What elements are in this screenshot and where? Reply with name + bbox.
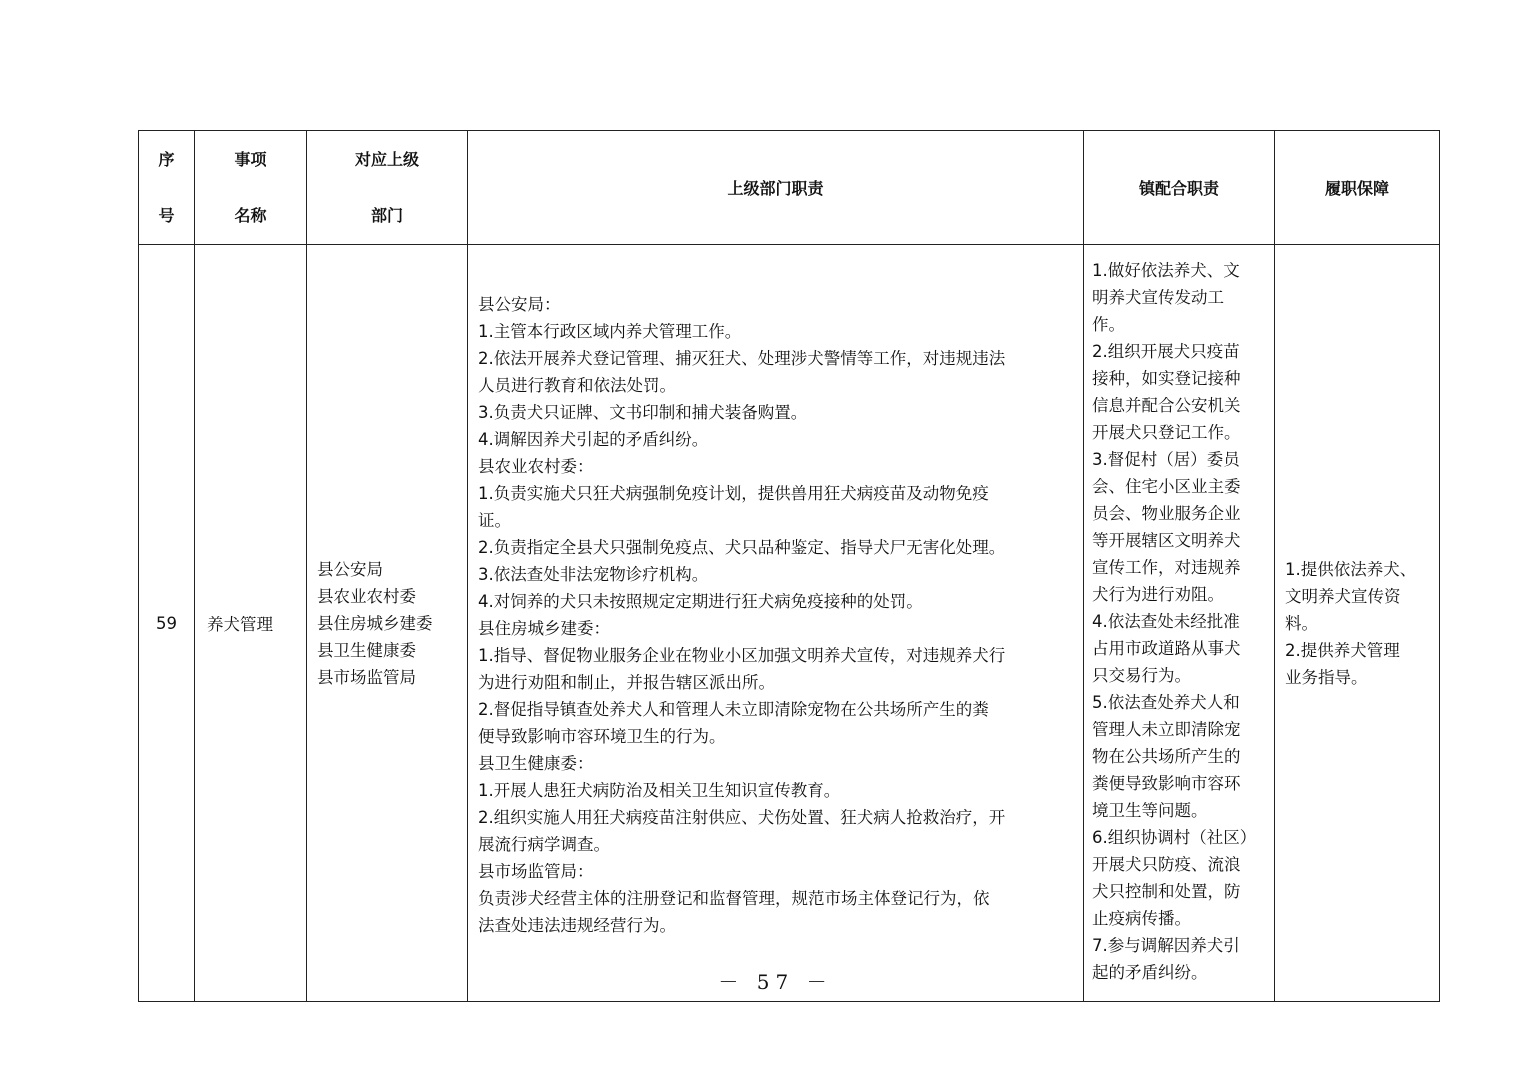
guarantee-line: 业务指导。 [1285,667,1368,687]
duty-line: 法查处违法违规经营行为。 [478,916,676,935]
duty-line: 2.依法开展养犬登记管理、捕灭狂犬、处理涉犬警情等工作，对违规违法 [478,349,1006,368]
duty-line: 3.依法查处非法宠物诊疗机构。 [478,565,709,584]
town-line: 开展犬只登记工作。 [1092,423,1241,442]
town-line: 会、住宅小区业主委 [1092,477,1241,496]
duty-line: 1.主管本行政区域内养犬管理工作。 [478,322,742,341]
town-line: 管理人未立即清除宠 [1092,720,1241,739]
dept-line: 县公安局 [317,559,383,579]
header-dept-line1: 对应上级 [354,149,419,169]
town-line: 明养犬宣传发动工 [1092,288,1224,307]
town-line: 3.督促村（居）委员 [1092,450,1240,469]
town-line: 开展犬只防疫、流浪 [1092,855,1241,874]
header-item-line1: 事项 [234,149,267,169]
header-dept-line2: 部门 [370,205,403,225]
duty-line: 展流行病学调查。 [478,835,610,854]
town-line: 境卫生等问题。 [1092,801,1208,820]
duty-line: 3.负责犬只证牌、文书印制和捕犬装备购置。 [478,403,808,422]
town-line: 作。 [1092,315,1125,334]
duty-line: 为进行劝阻和制止，并报告辖区派出所。 [478,673,775,692]
header-item-name [195,131,307,245]
guarantee-line: 2.提供养犬管理 [1285,640,1400,660]
duty-line: 1.开展人患狂犬病防治及相关卫生知识宣传教育。 [478,781,841,800]
town-line: 犬行为进行劝阻。 [1092,585,1224,604]
town-line: 2.组织开展犬只疫苗 [1092,342,1240,361]
duty-line: 县卫生健康委： [478,754,594,773]
header-seq-line1: 序 [158,149,175,169]
dept-line: 县农业农村委 [317,586,416,606]
duty-line: 2.督促指导镇查处养犬人和管理人未立即清除宠物在公共场所产生的粪 [478,700,989,719]
town-line: 1.做好依法养犬、文 [1092,261,1240,280]
table-row [139,245,1440,1002]
duty-line: 2.组织实施人用狂犬病疫苗注射供应、犬伤处置、狂犬病人抢救治疗，开 [478,808,1006,827]
town-line: 等开展辖区文明养犬 [1092,531,1241,550]
header-item-line2: 名称 [234,205,267,225]
town-line: 犬只控制和处置，防 [1092,882,1241,901]
town-duties-text [1084,245,1275,1002]
duty-line: 4.调解因养犬引起的矛盾纠纷。 [478,430,709,449]
item-name: 养犬管理 [195,245,307,1002]
duty-line: 1.指导、督促物业服务企业在物业小区加强文明养犬宣传，对违规养犬行 [478,646,1006,665]
duty-table [138,130,1440,1002]
duty-line: 县农业农村委： [478,457,594,476]
header-seq-line2: 号 [158,205,175,225]
superior-duties-text [468,245,1084,1002]
duty-line: 2.负责指定全县犬只强制免疫点、犬只品种鉴定、指导犬尸无害化处理。 [478,538,1006,557]
town-line: 接种，如实登记接种 [1092,369,1241,388]
header-seq [139,131,195,245]
town-line: 4.依法查处未经批准 [1092,612,1240,631]
town-line: 5.依法查处养犬人和 [1092,693,1240,712]
town-line: 起的矛盾纠纷。 [1092,963,1208,982]
duty-line: 人员进行教育和依法处罚。 [478,376,676,395]
header-town-duties: 镇配合职责 [1084,131,1275,245]
town-line: 占用市政道路从事犬 [1092,639,1241,658]
duty-line: 证。 [478,511,511,530]
dept-line: 县卫生健康委 [317,640,416,660]
guarantee-line: 文明养犬宣传资 [1285,586,1401,606]
duty-line: 便导致影响市容环境卫生的行为。 [478,727,726,746]
town-line: 员会、物业服务企业 [1092,504,1241,523]
duty-line: 县公安局： [478,295,561,314]
header-row [139,131,1440,245]
town-line: 宣传工作，对违规养 [1092,558,1241,577]
header-guarantee: 履职保障 [1275,131,1440,245]
row-number: 59 [139,245,195,1002]
town-line: 止疫病传播。 [1092,909,1191,928]
duty-line: 负责涉犬经营主体的注册登记和监督管理，规范市场主体登记行为，依 [478,889,990,908]
guarantee-line: 1.提供依法养犬、 [1285,559,1417,579]
town-line: 6.组织协调村（社区） [1092,828,1257,847]
town-line: 7.参与调解因养犬引 [1092,936,1240,955]
duty-line: 县住房城乡建委： [478,619,610,638]
duty-line: 4.对饲养的犬只未按照规定定期进行狂犬病免疫接种的处罚。 [478,592,923,611]
town-line: 物在公共场所产生的 [1092,747,1241,766]
superior-dept-list [307,245,468,1002]
page-number: － 57 － [718,970,833,994]
duty-line: 1.负责实施犬只狂犬病强制免疫计划，提供兽用狂犬病疫苗及动物免疫 [478,484,989,503]
dept-line: 县住房城乡建委 [317,613,433,633]
header-superior-duties: 上级部门职责 [468,131,1084,245]
guarantee-text [1275,245,1440,1002]
header-superior-dept [307,131,468,245]
town-line: 只交易行为。 [1092,666,1191,685]
dept-line: 县市场监管局 [317,667,416,687]
duty-line: 县市场监管局： [478,862,594,881]
town-line: 信息并配合公安机关 [1092,396,1241,415]
town-line: 粪便导致影响市容环 [1092,774,1241,793]
guarantee-line: 料。 [1285,613,1318,633]
